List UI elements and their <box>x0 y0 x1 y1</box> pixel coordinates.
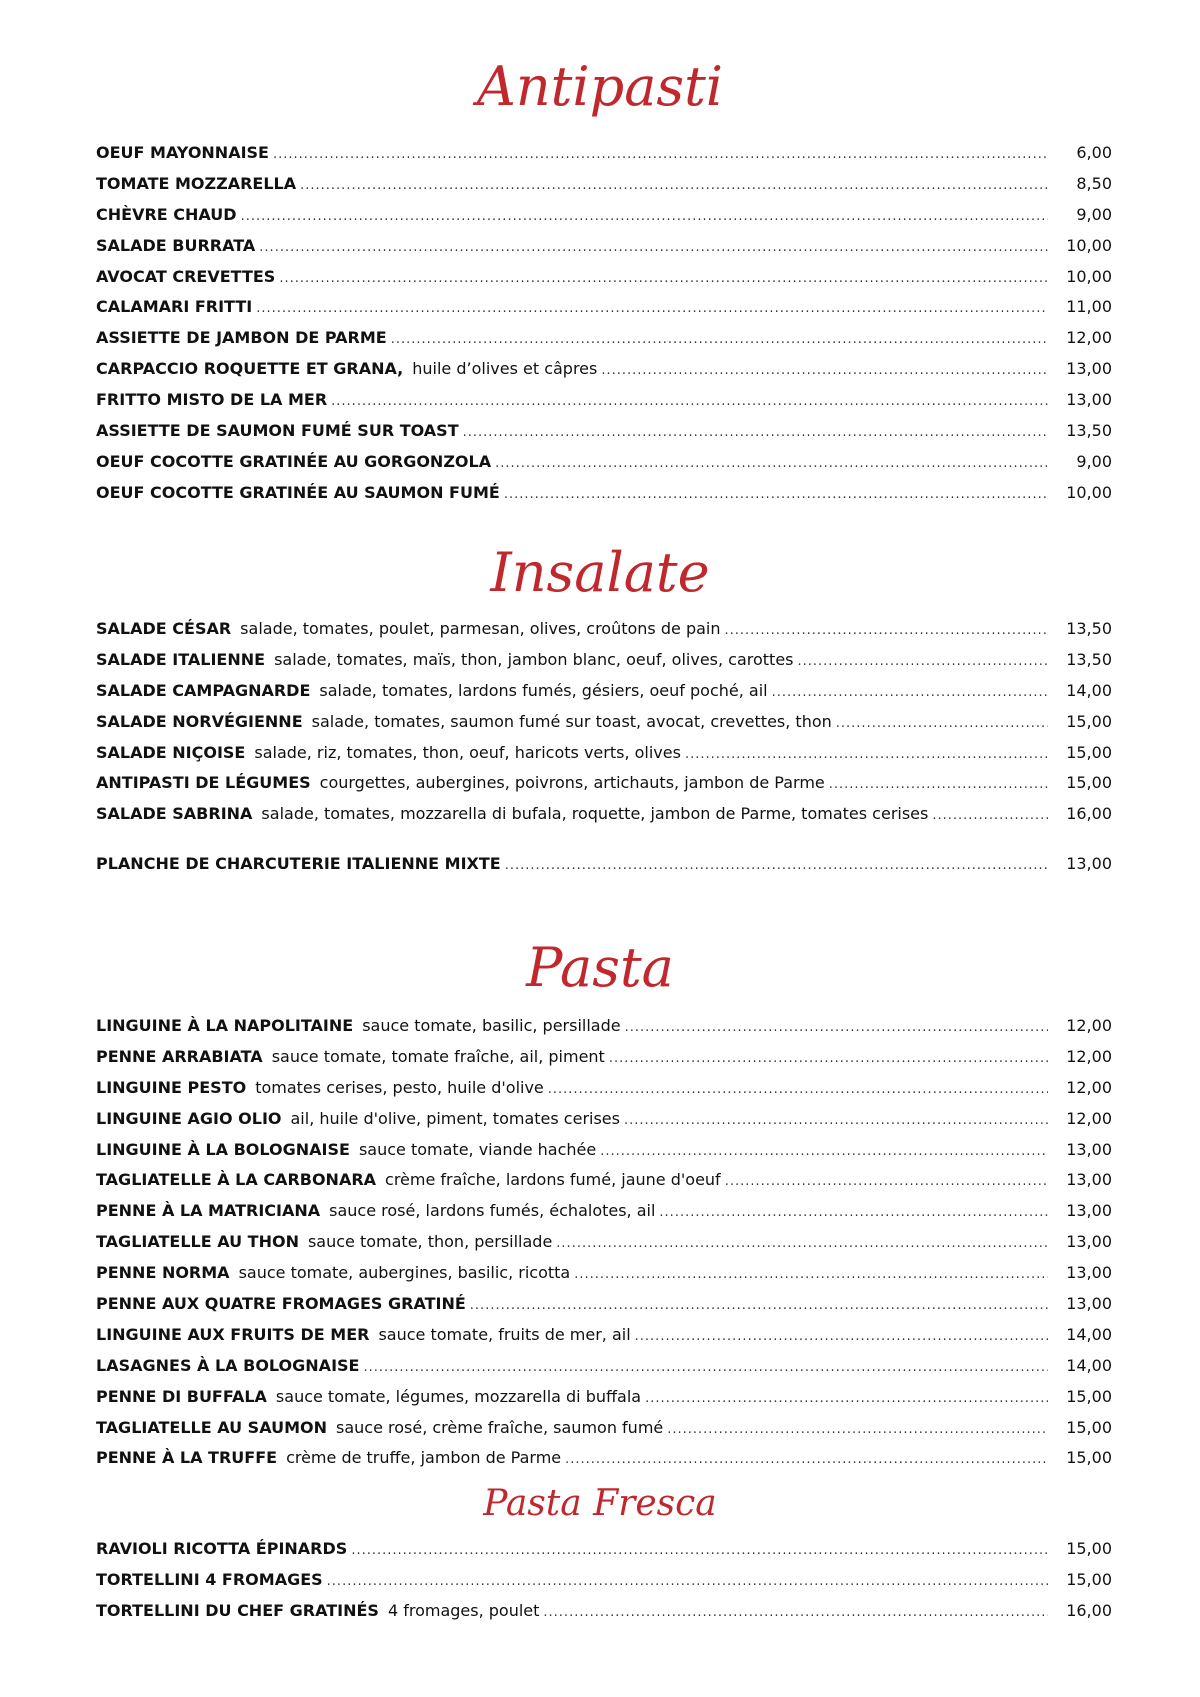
item-name: OEUF MAYONNAISE <box>96 143 269 162</box>
item-name: SALADE CAMPAGNARDE <box>96 680 311 700</box>
item-name: TOMATE MOZZARELLA <box>96 173 297 193</box>
menu-item <box>96 1196 1112 1227</box>
dot-leader <box>327 1567 1048 1598</box>
menu-item <box>96 1382 1112 1413</box>
dot-leader <box>829 770 1048 801</box>
dot-leader <box>470 1291 1048 1322</box>
item-name: SALADE CÉSAR <box>96 619 232 638</box>
menu-item <box>96 1165 1112 1196</box>
dot-leader <box>725 1167 1048 1198</box>
item-name: TORTELLINI 4 FROMAGES <box>96 1569 323 1589</box>
item-price: 15,00 <box>1066 1386 1112 1406</box>
menu-item <box>96 1565 1112 1596</box>
item-price: 13,50 <box>1066 649 1112 669</box>
dot-leader <box>273 140 1048 171</box>
item-name: TAGLIATELLE AU SAUMON <box>96 1417 327 1437</box>
section-title-insalate: Insalate <box>490 541 710 604</box>
menu-item <box>96 849 1112 880</box>
dot-leader <box>351 1536 1048 1567</box>
dot-leader <box>504 480 1048 511</box>
menu-item <box>96 614 1112 645</box>
item-name: LINGUINE PESTO <box>96 1077 247 1097</box>
item-description: sauce rosé, lardons fumés, échalotes, ail <box>329 1201 656 1221</box>
dot-leader <box>241 202 1048 233</box>
dot-leader <box>645 1384 1048 1415</box>
menu-item <box>96 1011 1112 1042</box>
menu-item <box>96 323 1112 354</box>
item-price: 15,00 <box>1066 1417 1112 1437</box>
item-name: SALADE ITALIENNE <box>96 649 266 669</box>
item-price: 10,00 <box>1066 235 1112 255</box>
item-name: LINGUINE AUX FRUITS DE MER <box>96 1324 370 1344</box>
item-name: TAGLIATELLE AU THON <box>96 1232 299 1252</box>
item-description: sauce tomate, thon, persillade <box>307 1232 553 1252</box>
menu-item <box>96 676 1112 707</box>
menu-item <box>96 707 1112 738</box>
item-name: PENNE ARRABIATA <box>96 1046 263 1066</box>
menu-item <box>96 262 1112 293</box>
item-description: sauce tomate, tomate fraîche, ail, piment <box>271 1046 605 1066</box>
item-name: CARPACCIO ROQUETTE ET GRANA, <box>96 359 404 379</box>
item-price: 15,00 <box>1066 773 1112 793</box>
dot-leader <box>463 418 1048 449</box>
item-price: 10,00 <box>1066 266 1112 286</box>
item-description: huile d’olives et câpres <box>412 359 598 379</box>
item-description: tomates cerises, pesto, huile d'olive <box>255 1077 544 1097</box>
menu-item <box>96 1413 1112 1444</box>
section-title-pasta: Pasta <box>526 936 674 999</box>
item-description: ail, huile d'olive, piment, tomates cerises <box>290 1108 620 1128</box>
menu-item <box>96 645 1112 676</box>
item-name: SALADE BURRATA <box>96 235 256 255</box>
item-description: sauce tomate, aubergines, basilic, ricotta <box>238 1263 571 1283</box>
item-price: 15,00 <box>1066 711 1112 731</box>
dot-leader <box>505 851 1048 882</box>
item-description: sauce tomate, légumes, mozzarella di buffala <box>275 1386 642 1406</box>
dot-leader <box>798 647 1048 678</box>
item-name: LINGUINE À LA BOLOGNAISE <box>96 1139 350 1159</box>
menu-item <box>96 1320 1112 1351</box>
dot-leader <box>548 1075 1048 1106</box>
menu-item <box>96 200 1112 231</box>
menu-list-pasta <box>96 1011 1112 1474</box>
dot-leader <box>601 356 1048 387</box>
dot-leader <box>256 294 1048 325</box>
item-description: sauce tomate, viande hachée <box>358 1139 597 1159</box>
item-price: 15,00 <box>1066 742 1112 762</box>
menu-item <box>96 1104 1112 1135</box>
dot-leader <box>600 1137 1048 1168</box>
dot-leader <box>635 1322 1048 1353</box>
menu-list-insalate-extra <box>96 849 1112 880</box>
item-price: 13,00 <box>1066 1294 1112 1314</box>
dot-leader <box>772 678 1048 709</box>
dot-leader <box>624 1106 1048 1137</box>
item-description: crème de truffe, jambon de Parme <box>286 1448 562 1468</box>
item-name: SALADE SABRINA <box>96 804 253 824</box>
dot-leader <box>685 740 1048 771</box>
menu-item <box>96 1227 1112 1258</box>
dot-leader <box>363 1353 1048 1384</box>
menu-item <box>96 768 1112 799</box>
menu-item <box>96 1596 1112 1627</box>
item-price: 13,50 <box>1066 619 1112 638</box>
item-price: 12,00 <box>1066 328 1112 348</box>
item-price: 13,00 <box>1066 1139 1112 1159</box>
item-price: 11,00 <box>1066 297 1112 317</box>
item-name: PENNE À LA TRUFFE <box>96 1448 278 1468</box>
item-price: 15,00 <box>1066 1448 1112 1468</box>
item-price: 16,00 <box>1066 1600 1112 1620</box>
section-title-antipasti: Antipasti <box>476 55 724 118</box>
item-price: 14,00 <box>1066 1324 1112 1344</box>
item-price: 9,00 <box>1076 204 1112 224</box>
item-name: TORTELLINI DU CHEF GRATINÉS <box>96 1600 379 1620</box>
item-price: 13,00 <box>1066 854 1112 873</box>
item-price: 8,50 <box>1076 173 1112 193</box>
item-price: 15,00 <box>1066 1569 1112 1589</box>
item-price: 12,00 <box>1066 1046 1112 1066</box>
item-name: SALADE NIÇOISE <box>96 742 246 762</box>
item-description: salade, tomates, lardons fumés, gésiers, oeuf poché, ail <box>319 680 768 700</box>
item-name: PENNE À LA MATRICIANA <box>96 1201 321 1221</box>
item-name: ASSIETTE DE SAUMON FUMÉ SUR TOAST <box>96 421 459 441</box>
item-price: 13,00 <box>1066 1263 1112 1283</box>
item-price: 12,00 <box>1066 1077 1112 1097</box>
item-name: SALADE NORVÉGIENNE <box>96 711 303 731</box>
menu-item <box>96 1289 1112 1320</box>
item-description: salade, tomates, maïs, thon, jambon blanc, oeuf, olives, carottes <box>274 649 794 669</box>
item-name: PLANCHE DE CHARCUTERIE ITALIENNE MIXTE <box>96 854 501 873</box>
item-price: 13,00 <box>1066 1201 1112 1221</box>
item-description: sauce rosé, crème fraîche, saumon fumé <box>335 1417 664 1437</box>
dot-leader <box>609 1044 1048 1075</box>
item-price: 14,00 <box>1066 680 1112 700</box>
dot-leader <box>574 1260 1048 1291</box>
item-name: ANTIPASTI DE LÉGUMES <box>96 773 311 793</box>
dot-leader <box>625 1013 1048 1044</box>
dot-leader <box>495 449 1048 480</box>
item-price: 13,00 <box>1066 390 1112 410</box>
item-description: courgettes, aubergines, poivrons, artichauts, jambon de Parme <box>319 773 825 793</box>
section-title-pasta-fresca: Pasta Fresca <box>483 1483 717 1524</box>
menu-item <box>96 1073 1112 1104</box>
item-price: 14,00 <box>1066 1355 1112 1375</box>
menu-item <box>96 447 1112 478</box>
item-description: salade, tomates, saumon fumé sur toast, avocat, crevettes, thon <box>311 711 832 731</box>
menu-list-antipasti <box>96 138 1112 509</box>
menu-item <box>96 138 1112 169</box>
dot-leader <box>391 325 1048 356</box>
dot-leader <box>300 171 1048 202</box>
item-name: FRITTO MISTO DE LA MER <box>96 390 328 410</box>
menu-item <box>96 354 1112 385</box>
dot-leader <box>556 1229 1048 1260</box>
dot-leader <box>279 264 1048 295</box>
item-name: PENNE NORMA <box>96 1263 230 1283</box>
item-price: 12,00 <box>1066 1108 1112 1128</box>
item-name: AVOCAT CREVETTES <box>96 266 276 286</box>
item-description: sauce tomate, fruits de mer, ail <box>378 1324 631 1344</box>
item-description: salade, tomates, poulet, parmesan, olives, croûtons de pain <box>240 619 721 638</box>
menu-item <box>96 1135 1112 1166</box>
menu-item <box>96 478 1112 509</box>
menu-item <box>96 1351 1112 1382</box>
item-description: 4 fromages, poulet <box>387 1600 540 1620</box>
menu-item <box>96 1443 1112 1474</box>
menu-item <box>96 1534 1112 1565</box>
menu-item <box>96 1258 1112 1289</box>
menu-list-pasta-fresca <box>96 1534 1112 1627</box>
menu-item <box>96 799 1112 830</box>
item-name: PENNE AUX QUATRE FROMAGES GRATINÉ <box>96 1294 466 1314</box>
item-name: LINGUINE AGIO OLIO <box>96 1108 282 1128</box>
item-price: 12,00 <box>1066 1016 1112 1035</box>
item-name: OEUF COCOTTE GRATINÉE AU SAUMON FUMÉ <box>96 482 500 502</box>
item-name: LINGUINE À LA NAPOLITAINE <box>96 1016 354 1035</box>
menu-item <box>96 416 1112 447</box>
item-price: 6,00 <box>1076 143 1112 162</box>
dot-leader <box>932 801 1048 832</box>
menu-item <box>96 169 1112 200</box>
dot-leader <box>565 1445 1048 1476</box>
item-price: 9,00 <box>1076 451 1112 471</box>
item-name: PENNE DI BUFFALA <box>96 1386 267 1406</box>
item-price: 13,00 <box>1066 1232 1112 1252</box>
item-price: 13,00 <box>1066 1170 1112 1190</box>
dot-leader <box>543 1598 1048 1629</box>
item-description: salade, tomates, mozzarella di bufala, roquette, jambon de Parme, tomates cerises <box>261 804 929 824</box>
menu-item <box>96 292 1112 323</box>
item-price: 10,00 <box>1066 482 1112 502</box>
item-description: sauce tomate, basilic, persillade <box>362 1016 621 1035</box>
item-name: RAVIOLI RICOTTA ÉPINARDS <box>96 1539 348 1558</box>
item-name: CALAMARI FRITTI <box>96 297 253 317</box>
menu-item <box>96 738 1112 769</box>
item-price: 15,00 <box>1066 1539 1112 1558</box>
menu-item <box>96 231 1112 262</box>
menu-item <box>96 1042 1112 1073</box>
item-name: ASSIETTE DE JAMBON DE PARME <box>96 328 387 348</box>
item-name: CHÈVRE CHAUD <box>96 204 237 224</box>
dot-leader <box>259 233 1048 264</box>
dot-leader <box>659 1198 1048 1229</box>
item-description: crème fraîche, lardons fumé, jaune d'oeuf <box>385 1170 721 1190</box>
dot-leader <box>724 616 1048 647</box>
item-name: TAGLIATELLE À LA CARBONARA <box>96 1170 377 1190</box>
item-price: 13,50 <box>1066 421 1112 441</box>
menu-list-insalate <box>96 614 1112 830</box>
dot-leader <box>667 1415 1048 1446</box>
item-description: salade, riz, tomates, thon, oeuf, haricots verts, olives <box>254 742 681 762</box>
dot-leader <box>836 709 1048 740</box>
item-name: LASAGNES À LA BOLOGNAISE <box>96 1355 360 1375</box>
item-price: 16,00 <box>1066 804 1112 824</box>
item-name: OEUF COCOTTE GRATINÉE AU GORGONZOLA <box>96 451 492 471</box>
item-price: 13,00 <box>1066 359 1112 379</box>
menu-item <box>96 385 1112 416</box>
dot-leader <box>331 387 1048 418</box>
